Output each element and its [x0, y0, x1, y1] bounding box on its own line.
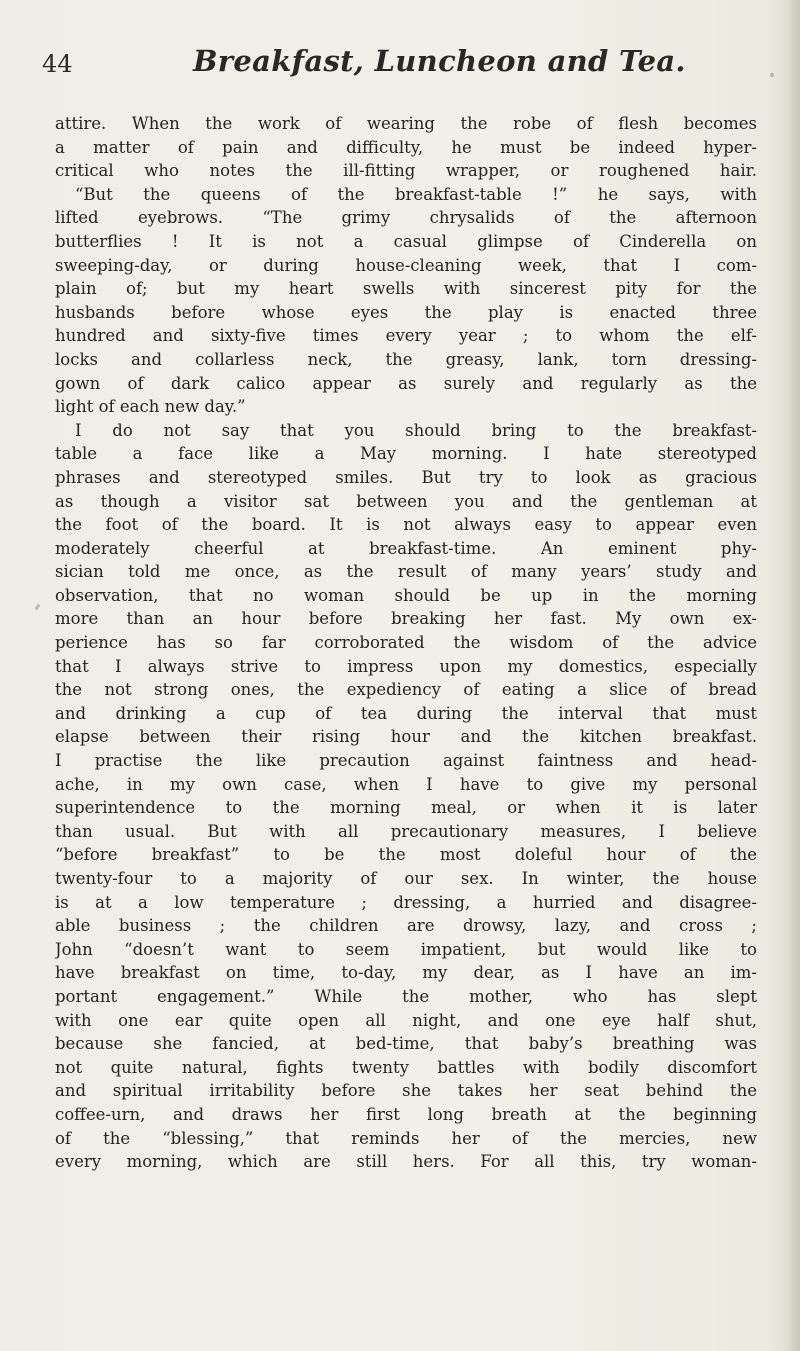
text-line: I do not say that you should bring to the breakfast-	[75, 420, 757, 440]
text-line: husbands before whose eyes the play is enacted three	[55, 302, 757, 322]
text-line: and spiritual irritability before she takes her seat behind the	[55, 1081, 757, 1101]
page-number: 44	[42, 50, 73, 78]
text-line: because she fancied, at bed-time, that baby’s breathing was	[55, 1034, 757, 1054]
text-line: John “doesn’t want to seem impatient, but would like to	[55, 939, 757, 959]
text-line: twenty-four to a majority of our sex. In winter, the house	[55, 869, 757, 888]
text-line: plain of; but my heart swells with sincerest pity for the	[55, 279, 757, 299]
text-line: as though a visitor sat between you and the gentleman at	[55, 491, 757, 511]
text-line: with one ear quite open all night, and one eye half shut,	[55, 1010, 757, 1030]
text-line: elapse between their rising hour and the kitchen breakfast.	[55, 727, 757, 747]
text-line: superintendence to the morning meal, or when it is later	[55, 798, 757, 818]
text-line: locks and collarless neck, the greasy, lank, torn dressing-	[55, 349, 757, 369]
text-line: light of each new day.”	[55, 397, 246, 417]
text-line: hundred and sixty-five times every year ; to whom the elf-	[55, 326, 757, 346]
text-line: coffee-urn, and draws her first long breath at the beginning	[55, 1104, 757, 1124]
text-line: sician told me once, as the result of many years’ study and	[55, 562, 757, 582]
text-line: critical who notes the ill-fitting wrapper, or roughened hair.	[55, 161, 757, 181]
text-line: more than an hour before breaking her fast. My own ex-	[55, 609, 757, 629]
text-line: and drinking a cup of tea during the interval that must	[55, 703, 757, 723]
text-line: portant engagement.” While the mother, who has slept	[55, 986, 757, 1006]
text-line: that I always strive to impress upon my domestics, especially	[55, 656, 757, 676]
text-line: butterflies ! It is not a casual glimpse of Cinderella on	[55, 231, 757, 251]
text-line: ache, in my own case, when I have to give my personal	[55, 774, 757, 794]
text-line: have breakfast on time, to-day, my dear, as I have an im-	[55, 963, 757, 983]
text-line: the foot of the board. It is not always easy to appear even	[55, 515, 757, 535]
body-text	[55, 112, 757, 1174]
text-line: “But the queens of the breakfast-table !” he says, with	[75, 184, 757, 204]
text-line: phrases and stereotyped smiles. But try to look as gracious	[55, 467, 757, 487]
text-line: a matter of pain and difficulty, he must be indeed hyper-	[55, 137, 757, 157]
running-head	[42, 42, 762, 82]
page-edge-shadow	[786, 0, 800, 1351]
text-line: attire. When the work of wearing the robe of flesh becomes	[55, 114, 757, 133]
text-line: able business ; the children are drowsy, lazy, and cross ;	[55, 916, 757, 936]
text-line: gown of dark calico appear as surely and regularly as the	[55, 373, 757, 393]
text-line: than usual. But with all precautionary measures, I believe	[55, 821, 757, 841]
ink-speck	[35, 604, 41, 611]
text-line: table a face like a May morning. I hate stereotyped	[55, 444, 757, 464]
text-line: “before breakfast” to be the most doleful hour of the	[55, 845, 757, 865]
text-line: moderately cheerful at breakfast-time. An eminent phy-	[55, 538, 757, 558]
text-line: lifted eyebrows. “The grimy chrysalids of the afternoon	[55, 208, 757, 228]
text-line: is at a low temperature ; dressing, a hurried and disagree-	[55, 892, 757, 912]
text-line: perience has so far corroborated the wisdom of the advice	[55, 633, 757, 653]
text-line: not quite natural, fights twenty battles with bodily discomfort	[55, 1057, 757, 1077]
running-title: Breakfast, Luncheon and Tea.	[193, 44, 686, 78]
text-line: observation, that no woman should be up in the morning	[55, 585, 757, 605]
text-line: of the “blessing,” that reminds her of the mercies, new	[55, 1128, 757, 1148]
text-line: every morning, which are still hers. For all this, try woman-	[55, 1152, 757, 1172]
paper-blemish	[770, 73, 774, 77]
text-line: the not strong ones, the expediency of eating a slice of bread	[55, 680, 757, 700]
text-line: sweeping-day, or during house-cleaning week, that I com-	[55, 255, 757, 275]
text-line: I practise the like precaution against faintness and head-	[55, 751, 757, 771]
